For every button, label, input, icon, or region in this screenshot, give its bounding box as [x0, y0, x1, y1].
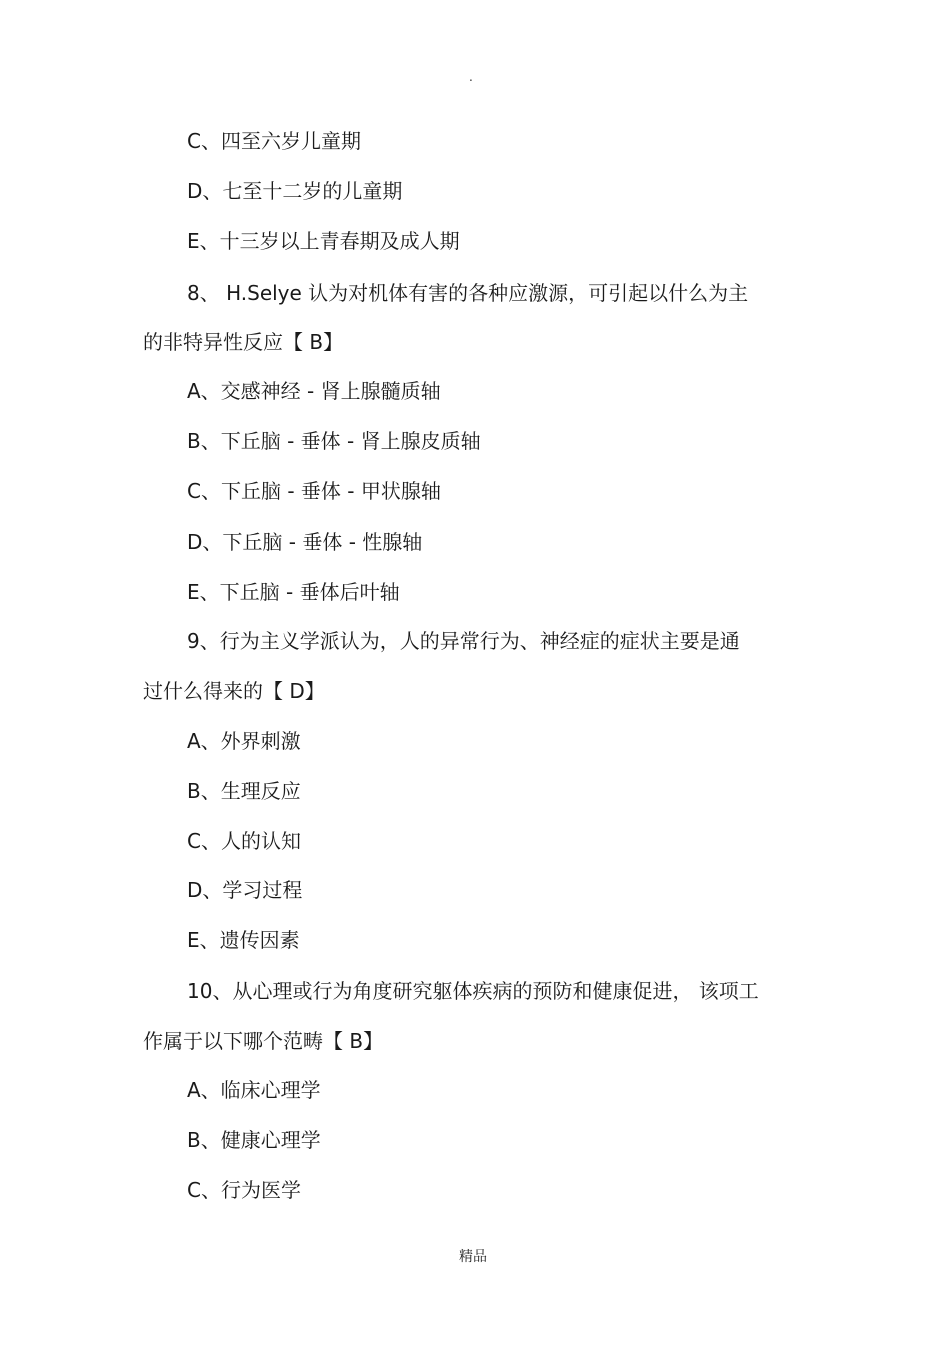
option-line: E、遗传因素 [187, 928, 300, 952]
option-line: A、临床心理学 [187, 1078, 321, 1102]
option-line: E、十三岁以上青春期及成人期 [187, 229, 460, 253]
option-line: C、下丘脑 - 垂体 - 甲状腺轴 [187, 479, 441, 503]
question-10: 10、从心理或行为角度研究躯体疾病的预防和健康促进， 该项工 [187, 979, 759, 1003]
question-8: 8、 H.Selye 认为对机体有害的各种应激源，可引起以什么为主 [187, 281, 749, 305]
question-9: 9、行为主义学派认为，人的异常行为、神经症的症状主要是通 [187, 629, 740, 653]
page-footer: 精品 [459, 1249, 487, 1265]
option-line: C、四至六岁儿童期 [187, 129, 361, 153]
option-line: B、健康心理学 [187, 1128, 321, 1152]
option-line: A、交感神经 - 肾上腺髓质轴 [187, 379, 441, 403]
question-9-continued: 过什么得来的【 D】 [143, 679, 325, 703]
option-line: B、下丘脑 - 垂体 - 肾上腺皮质轴 [187, 429, 481, 453]
option-line: A、外界刺激 [187, 729, 301, 753]
option-line: D、下丘脑 - 垂体 - 性腺轴 [187, 530, 423, 554]
option-line: D、七至十二岁的儿童期 [187, 179, 403, 203]
question-8-continued: 的非特异性反应【 B】 [143, 330, 344, 354]
option-line: D、学习过程 [187, 878, 303, 902]
option-line: C、行为医学 [187, 1178, 301, 1202]
header-mark: . [469, 70, 473, 84]
option-line: C、人的认知 [187, 829, 301, 853]
option-line: B、生理反应 [187, 779, 301, 803]
question-10-continued: 作属于以下哪个范畴【 B】 [143, 1029, 384, 1053]
option-line: E、下丘脑 - 垂体后叶轴 [187, 580, 400, 604]
